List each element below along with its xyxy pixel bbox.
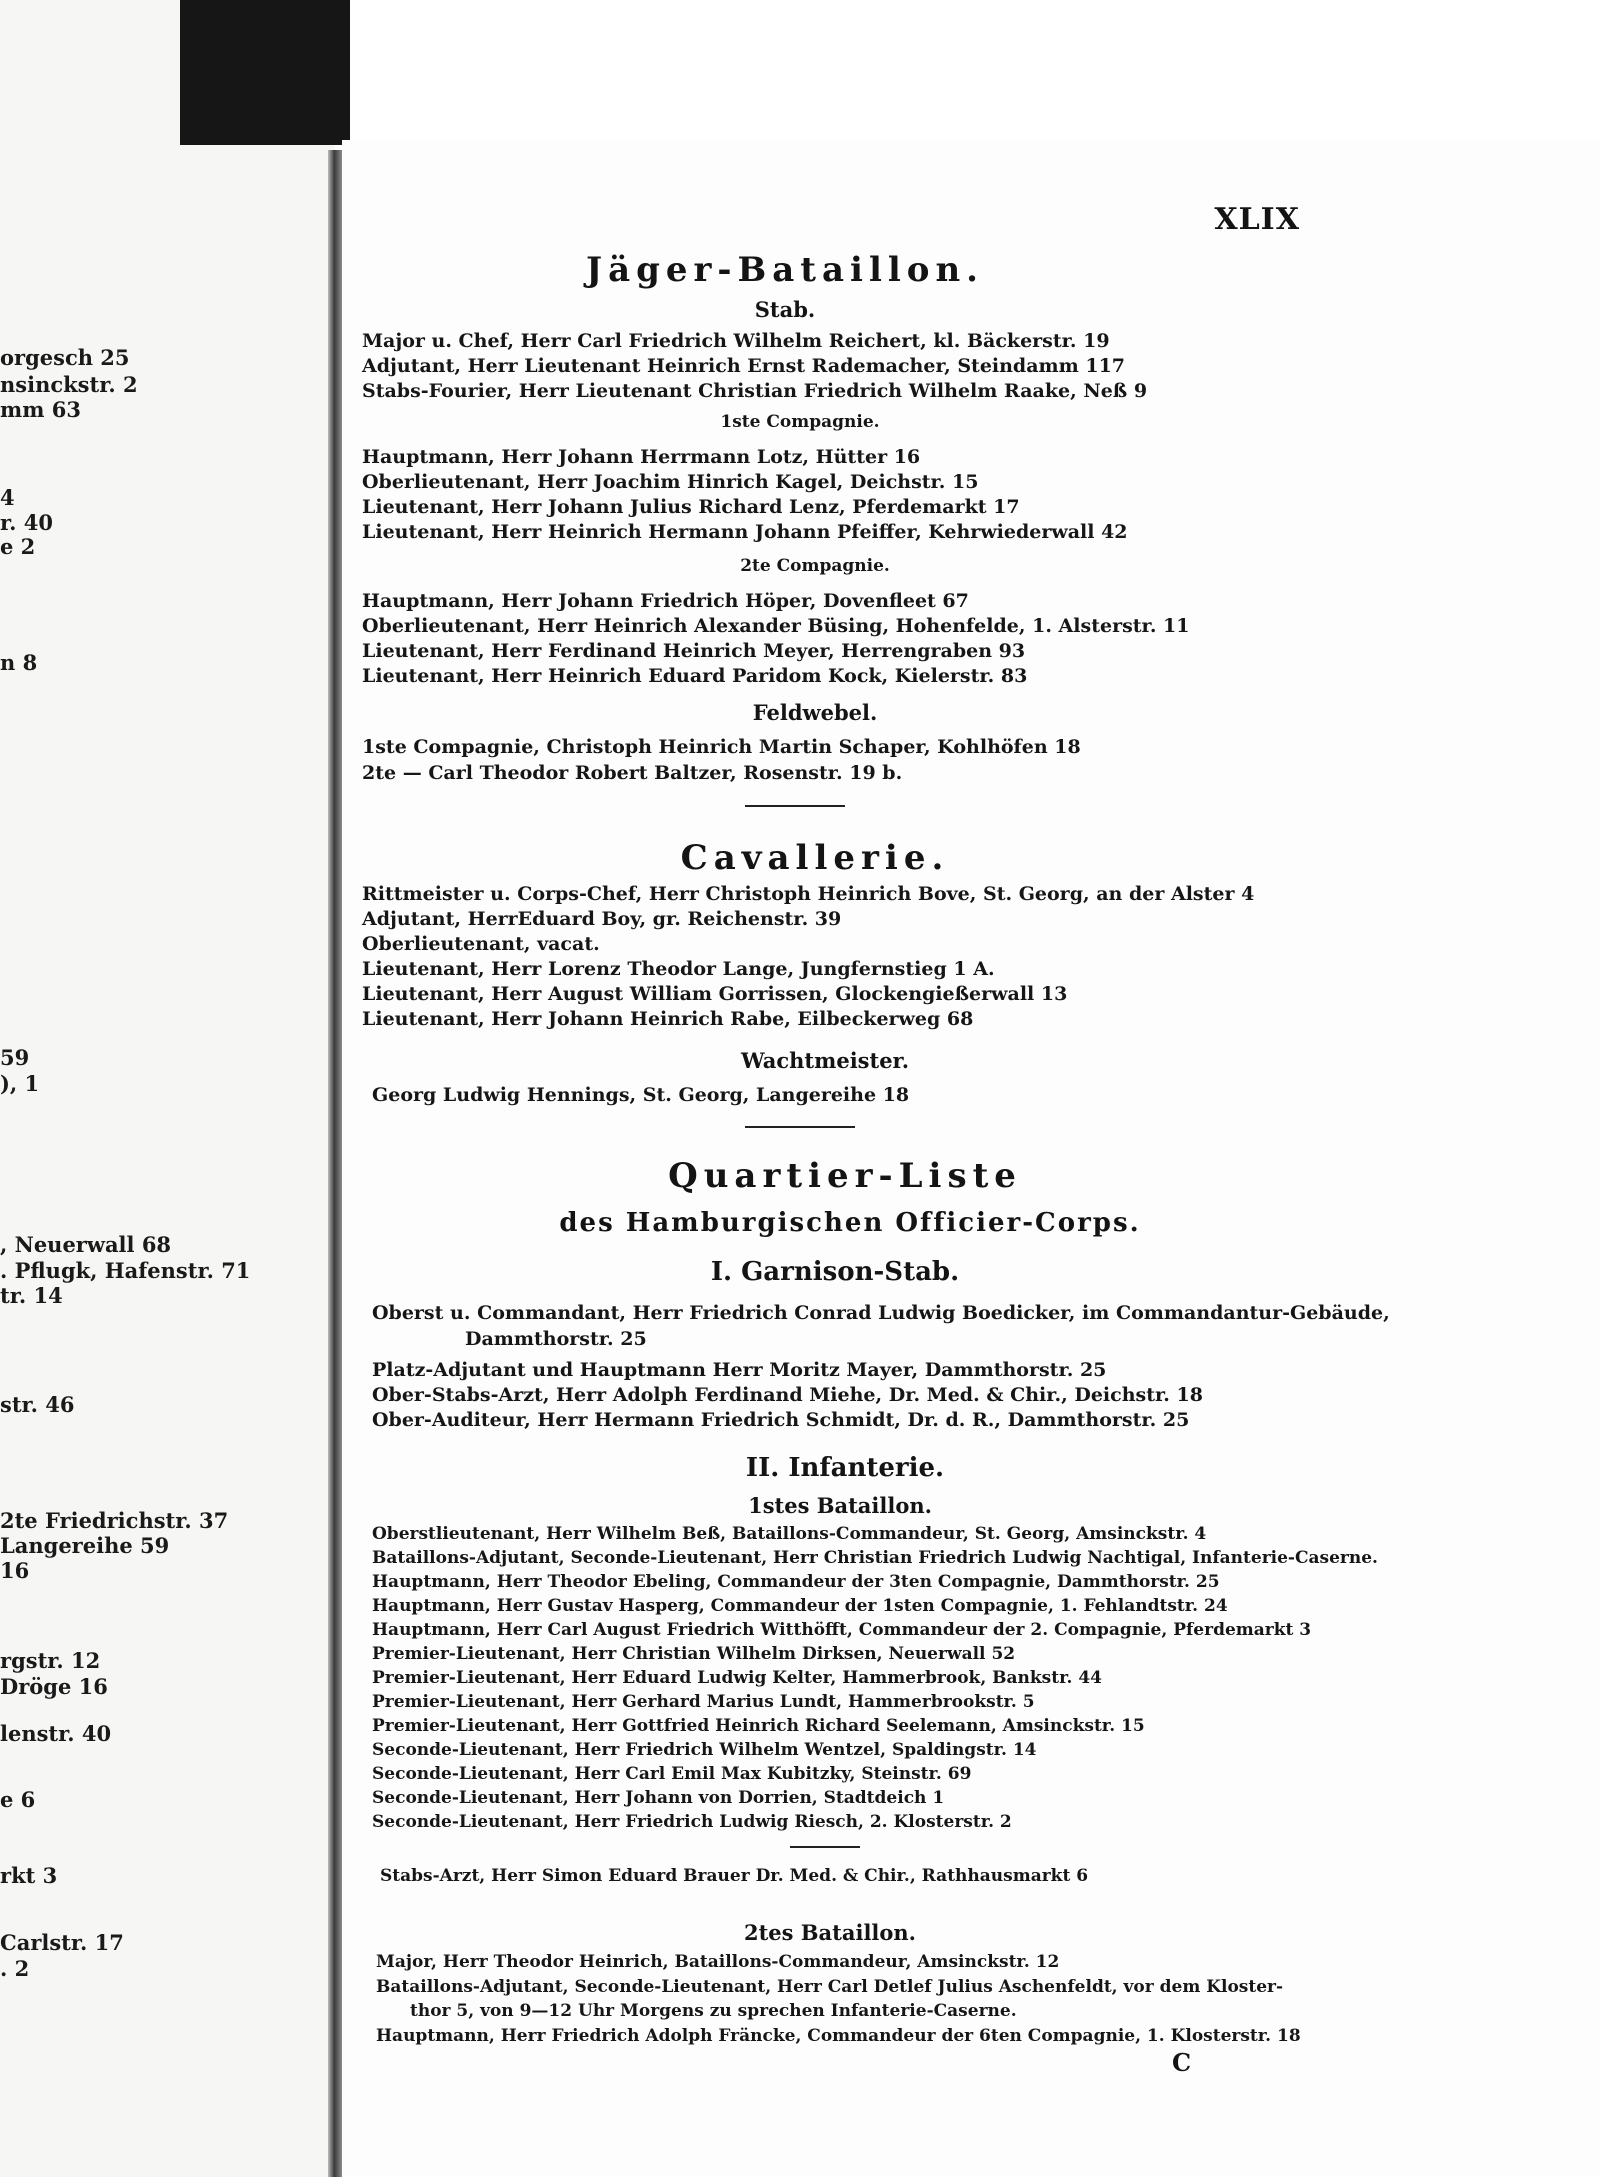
jaeger-comp1-line: Oberlieutenant, Herr Joachim Hinrich Kagel, Deichstr. 15 bbox=[362, 471, 979, 493]
left-page-fragment: 2te Friedrichstr. 37 bbox=[0, 1508, 229, 1533]
left-page-fragment: rgstr. 12 bbox=[0, 1648, 101, 1673]
left-page-fragment: e 6 bbox=[0, 1787, 36, 1812]
bataillon1-line: Premier-Lieutenant, Herr Eduard Ludwig Kelter, Hammerbrook, Bankstr. 44 bbox=[372, 1668, 1102, 1688]
bataillon1-line: Premier-Lieutenant, Herr Gottfried Heinrich Richard Seelemann, Amsinckstr. 15 bbox=[372, 1716, 1145, 1736]
wachtmeister-title: Wachtmeister. bbox=[740, 1048, 910, 1073]
feldwebel-title: Feldwebel. bbox=[752, 700, 878, 725]
garnison-line: Platz-Adjutant und Hauptmann Herr Moritz Mayer, Dammthorstr. 25 bbox=[372, 1359, 1107, 1381]
jaeger-comp1-line: Hauptmann, Herr Johann Herrmann Lotz, Hütter 16 bbox=[362, 446, 921, 468]
left-page-fragment: . Pflugk, Hafenstr. 71 bbox=[0, 1258, 251, 1283]
quartier-title: Quartier-Liste bbox=[668, 1156, 1022, 1196]
left-page-fragment: orgesch 25 bbox=[0, 345, 130, 370]
feldwebel-line: 2te — Carl Theodor Robert Baltzer, Rosenstr. 19 b. bbox=[362, 762, 903, 784]
stabsarzt-line: Stabs-Arzt, Herr Simon Eduard Brauer Dr. Med. & Chir., Rathhausmarkt 6 bbox=[380, 1866, 1089, 1886]
bataillon1-line: Hauptmann, Herr Carl August Friedrich Witthöfft, Commandeur der 2. Compagnie, Pferdemarkt 3 bbox=[372, 1620, 1312, 1640]
jaeger-comp1-line: Lieutenant, Herr Heinrich Hermann Johann Pfeiffer, Kehrwiederwall 42 bbox=[362, 521, 1128, 543]
cavallerie-line: Rittmeister u. Corps-Chef, Herr Christoph Heinrich Bove, St. Georg, an der Alster 4 bbox=[362, 883, 1255, 905]
jaeger-stab-line: Adjutant, Herr Lieutenant Heinrich Ernst Rademacher, Steindamm 117 bbox=[362, 355, 1126, 377]
bataillon1-line: Oberstlieutenant, Herr Wilhelm Beß, Bataillons-Commandeur, St. Georg, Amsinckstr. 4 bbox=[372, 1524, 1207, 1544]
left-facing-page bbox=[0, 0, 335, 2177]
cavallerie-line: Adjutant, HerrEduard Boy, gr. Reichenstr. 39 bbox=[362, 908, 842, 930]
left-page-fragment: Langereihe 59 bbox=[0, 1533, 170, 1558]
bataillon1-line: Hauptmann, Herr Gustav Hasperg, Commandeur der 1sten Compagnie, 1. Fehlandtstr. 24 bbox=[372, 1596, 1228, 1616]
bataillon1-line: Premier-Lieutenant, Herr Gerhard Marius Lundt, Hammerbrookstr. 5 bbox=[372, 1692, 1035, 1712]
left-page-fragment: Carlstr. 17 bbox=[0, 1930, 124, 1955]
left-page-fragment: nsinckstr. 2 bbox=[0, 372, 138, 397]
jaeger-comp1-line: Lieutenant, Herr Johann Julius Richard Lenz, Pferdemarkt 17 bbox=[362, 496, 1020, 518]
bataillon2-title: 2tes Bataillon. bbox=[744, 1920, 916, 1945]
garnison-line: Oberst u. Commandant, Herr Friedrich Conrad Ludwig Boedicker, im Commandantur-Gebäude, bbox=[372, 1302, 1390, 1324]
jaeger-stab-title: Stab. bbox=[754, 297, 816, 322]
infanterie-title: II. Infanterie. bbox=[745, 1453, 945, 1483]
cavallerie-line: Lieutenant, Herr Johann Heinrich Rabe, Eilbeckerweg 68 bbox=[362, 1008, 974, 1030]
jaeger-comp2-line: Oberlieutenant, Herr Heinrich Alexander Büsing, Hohenfelde, 1. Alsterstr. 11 bbox=[362, 615, 1190, 637]
bataillon1-line: Seconde-Lieutenant, Herr Friedrich Ludwig Riesch, 2. Klosterstr. 2 bbox=[372, 1812, 1012, 1832]
left-page-fragment: lenstr. 40 bbox=[0, 1721, 112, 1746]
left-page-fragment: , Neuerwall 68 bbox=[0, 1232, 172, 1257]
wachtmeister-line: Georg Ludwig Hennings, St. Georg, Langereihe 18 bbox=[372, 1084, 910, 1106]
jaeger-title: Jäger-Bataillon. bbox=[585, 250, 985, 290]
page-gutter bbox=[328, 150, 342, 2177]
garnison-title: I. Garnison-Stab. bbox=[710, 1257, 960, 1287]
cavallerie-title: Cavallerie. bbox=[680, 838, 950, 878]
jaeger-comp2-title: 2te Compagnie. bbox=[740, 556, 890, 576]
page-number: XLIX bbox=[1214, 202, 1300, 237]
left-page-fragment: 4 bbox=[0, 485, 15, 510]
left-page-fragment: Dröge 16 bbox=[0, 1674, 108, 1699]
bataillon1-line: Seconde-Lieutenant, Herr Friedrich Wilhelm Wentzel, Spaldingstr. 14 bbox=[372, 1740, 1037, 1760]
left-page-fragment: . 2 bbox=[0, 1956, 30, 1981]
garnison-line: Ober-Stabs-Arzt, Herr Adolph Ferdinand Miehe, Dr. Med. & Chir., Deichstr. 18 bbox=[372, 1384, 1203, 1406]
bataillon1-line: Seconde-Lieutenant, Herr Carl Emil Max Kubitzky, Steinstr. 69 bbox=[372, 1764, 972, 1784]
section-rule bbox=[745, 805, 845, 807]
signature-mark: C bbox=[1172, 2048, 1192, 2077]
bataillon1-line: Premier-Lieutenant, Herr Christian Wilhelm Dirksen, Neuerwall 52 bbox=[372, 1644, 1016, 1664]
cavallerie-line: Oberlieutenant, vacat. bbox=[362, 933, 600, 955]
garnison-line: Ober-Auditeur, Herr Hermann Friedrich Schmidt, Dr. d. R., Dammthorstr. 25 bbox=[372, 1409, 1190, 1431]
bataillon1-line: Hauptmann, Herr Theodor Ebeling, Commandeur der 3ten Compagnie, Dammthorstr. 25 bbox=[372, 1572, 1220, 1592]
left-page-fragment: mm 63 bbox=[0, 397, 81, 422]
left-page-fragment: ), 1 bbox=[0, 1071, 40, 1096]
left-page-fragment: e 2 bbox=[0, 534, 36, 559]
jaeger-comp2-line: Hauptmann, Herr Johann Friedrich Höper, Dovenfleet 67 bbox=[362, 590, 969, 612]
jaeger-stab-line: Major u. Chef, Herr Carl Friedrich Wilhelm Reichert, kl. Bäckerstr. 19 bbox=[362, 330, 1110, 352]
left-page-fragment: 59 bbox=[0, 1045, 30, 1070]
jaeger-comp1-title: 1ste Compagnie. bbox=[720, 412, 880, 432]
quartier-subtitle: des Hamburgischen Officier-Corps. bbox=[559, 1208, 1141, 1238]
bataillon2-line: Major, Herr Theodor Heinrich, Bataillons-Commandeur, Amsinckstr. 12 bbox=[376, 1952, 1060, 1972]
garnison-line: Dammthorstr. 25 bbox=[465, 1328, 647, 1350]
section-rule bbox=[790, 1846, 860, 1848]
left-page-fragment: 16 bbox=[0, 1558, 30, 1583]
bataillon1-line: Seconde-Lieutenant, Herr Johann von Dorrien, Stadtdeich 1 bbox=[372, 1788, 945, 1808]
feldwebel-line: 1ste Compagnie, Christoph Heinrich Martin Schaper, Kohlhöfen 18 bbox=[362, 736, 1081, 758]
left-page-fragment: r. 40 bbox=[0, 510, 53, 535]
jaeger-stab-line: Stabs-Fourier, Herr Lieutenant Christian Friedrich Wilhelm Raake, Neß 9 bbox=[362, 380, 1148, 402]
bataillon1-line: Bataillons-Adjutant, Seconde-Lieutenant, Herr Christian Friedrich Ludwig Nachtigal, Infanterie-Caserne. bbox=[372, 1548, 1378, 1568]
bataillon2-line: thor 5, von 9—12 Uhr Morgens zu sprechen Infanterie-Caserne. bbox=[410, 2001, 1017, 2021]
left-page-fragment: n 8 bbox=[0, 650, 38, 675]
jaeger-comp2-line: Lieutenant, Herr Heinrich Eduard Paridom Kock, Kielerstr. 83 bbox=[362, 665, 1028, 687]
left-page-fragment: str. 46 bbox=[0, 1392, 75, 1417]
bataillon2-line: Hauptmann, Herr Friedrich Adolph Fräncke, Commandeur der 6ten Compagnie, 1. Klosterstr. 18 bbox=[376, 2026, 1301, 2046]
jaeger-comp2-line: Lieutenant, Herr Ferdinand Heinrich Meyer, Herrengraben 93 bbox=[362, 640, 1026, 662]
left-page-fragment: rkt 3 bbox=[0, 1863, 58, 1888]
binding-shadow bbox=[180, 0, 350, 145]
section-rule bbox=[745, 1126, 855, 1128]
left-page-fragment: tr. 14 bbox=[0, 1283, 63, 1308]
bataillon2-line: Bataillons-Adjutant, Seconde-Lieutenant, Herr Carl Detlef Julius Aschenfeldt, vor dem Kloster- bbox=[376, 1977, 1284, 1997]
bataillon1-title: 1stes Bataillon. bbox=[748, 1493, 932, 1518]
cavallerie-line: Lieutenant, Herr August William Gorrissen, Glockengießerwall 13 bbox=[362, 983, 1068, 1005]
cavallerie-line: Lieutenant, Herr Lorenz Theodor Lange, Jungfernstieg 1 A. bbox=[362, 958, 995, 980]
